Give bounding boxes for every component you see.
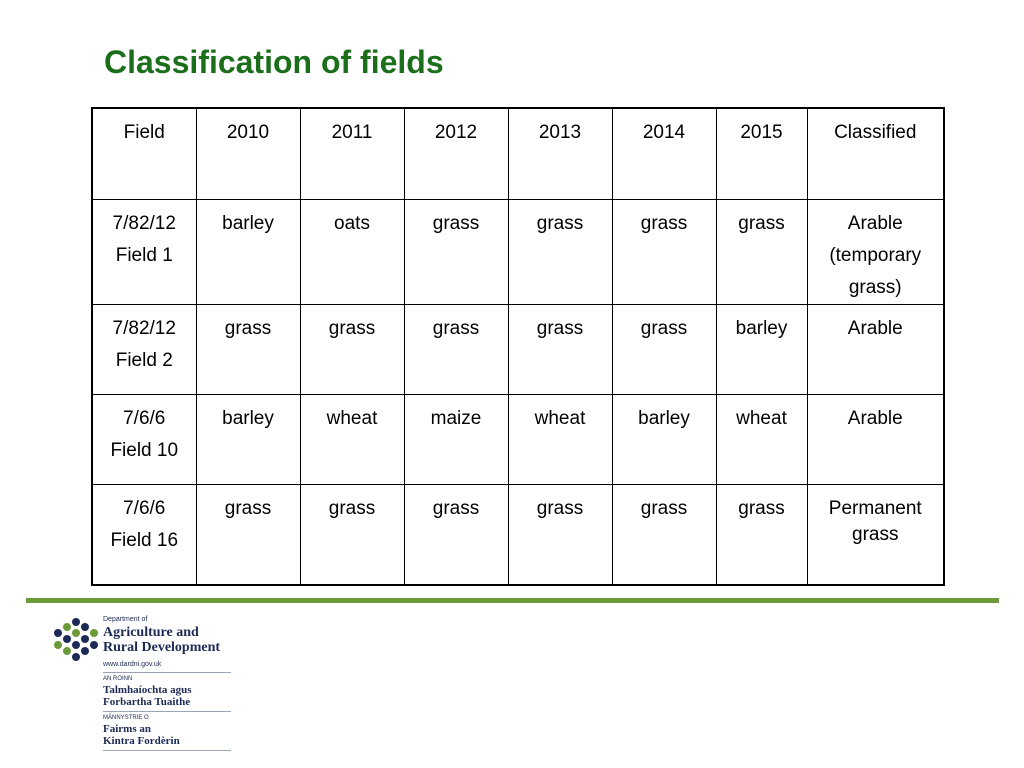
classified-line: Arable: [847, 407, 903, 429]
logo-website: www.dardni.gov.uk: [103, 661, 162, 668]
crop-cell: grass: [196, 484, 300, 585]
classified-cell: [807, 199, 944, 304]
crop-cell: oats: [300, 199, 404, 304]
header-2015: 2015: [716, 108, 807, 199]
crop-cell: grass: [404, 484, 508, 585]
field-code: 7/82/12: [112, 212, 176, 234]
footer-divider: [26, 598, 999, 603]
header-2013: 2013: [508, 108, 612, 199]
crop-cell: barley: [716, 304, 807, 394]
logo-rule: [103, 711, 231, 712]
logo-scots-line1: Fairms an: [103, 723, 151, 735]
field-id-cell: [92, 394, 196, 484]
header-2012: 2012: [404, 108, 508, 199]
crop-cell: grass: [716, 484, 807, 585]
logo-department-of: Department of: [103, 616, 148, 623]
crop-cell: maize: [404, 394, 508, 484]
logo-irish-label: AN ROINN: [103, 676, 133, 682]
table-header-row: [92, 108, 944, 199]
hexagon-cluster-logo-icon: [53, 617, 99, 663]
table-row: [92, 199, 944, 304]
field-id-cell: [92, 199, 196, 304]
logo-agri-line1: Agriculture and: [103, 625, 199, 640]
classified-line: grass): [848, 276, 902, 298]
crop-cell: grass: [404, 304, 508, 394]
logo-scots-name: [103, 723, 180, 747]
logo-agri-line2: Rural Development: [103, 640, 221, 655]
header-classified: Classified: [807, 108, 944, 199]
field-name: Field 2: [115, 349, 173, 371]
classified-line: Arable: [847, 212, 903, 234]
field-code: 7/82/12: [112, 317, 176, 339]
crop-cell: grass: [508, 304, 612, 394]
classified-line: Arable: [847, 317, 903, 339]
crop-cell: grass: [508, 484, 612, 585]
logo-scots-line2: Kintra Fordèrin: [103, 735, 180, 747]
crop-cell: grass: [612, 304, 716, 394]
crop-cell: barley: [612, 394, 716, 484]
header-field: Field: [92, 108, 196, 199]
slide-title: Classification of fields: [104, 44, 444, 80]
classified-cell: [807, 394, 944, 484]
field-name: Field 10: [110, 439, 179, 461]
logo-scots-label: MÄNNYSTRIE O: [103, 715, 149, 721]
header-2010: 2010: [196, 108, 300, 199]
logo-department-name: [103, 625, 220, 655]
classified-line: (temporary: [829, 244, 922, 266]
crop-cell: grass: [300, 304, 404, 394]
classified-line: Permanent: [828, 497, 922, 519]
logo-rule: [103, 672, 231, 673]
crop-cell: barley: [196, 394, 300, 484]
header-2014: 2014: [612, 108, 716, 199]
crop-cell: grass: [404, 199, 508, 304]
classified-line: grass: [852, 523, 899, 545]
crop-cell: barley: [196, 199, 300, 304]
crop-cell: grass: [300, 484, 404, 585]
crop-cell: grass: [612, 484, 716, 585]
field-code: 7/6/6: [123, 407, 166, 429]
crop-cell: grass: [716, 199, 807, 304]
crop-cell: wheat: [716, 394, 807, 484]
logo-irish-name: [103, 684, 192, 708]
logo-irish-line2: Forbartha Tuaithe: [103, 696, 191, 708]
field-name: Field 1: [115, 244, 173, 266]
logo-irish-line1: Talmhaíochta agus: [103, 684, 192, 696]
crop-cell: wheat: [300, 394, 404, 484]
field-name: Field 16: [110, 529, 179, 551]
crop-cell: grass: [612, 199, 716, 304]
table-row: [92, 304, 944, 394]
table-row: [92, 484, 944, 585]
crop-cell: wheat: [508, 394, 612, 484]
field-id-cell: [92, 484, 196, 585]
field-code: 7/6/6: [123, 497, 166, 519]
field-id-cell: [92, 304, 196, 394]
crop-cell: grass: [196, 304, 300, 394]
crop-cell: grass: [508, 199, 612, 304]
classified-cell: [807, 304, 944, 394]
header-2011: 2011: [300, 108, 404, 199]
field-classification-table: [91, 107, 945, 586]
logo-rule: [103, 750, 231, 751]
table-row: [92, 394, 944, 484]
classified-cell: [807, 484, 944, 585]
